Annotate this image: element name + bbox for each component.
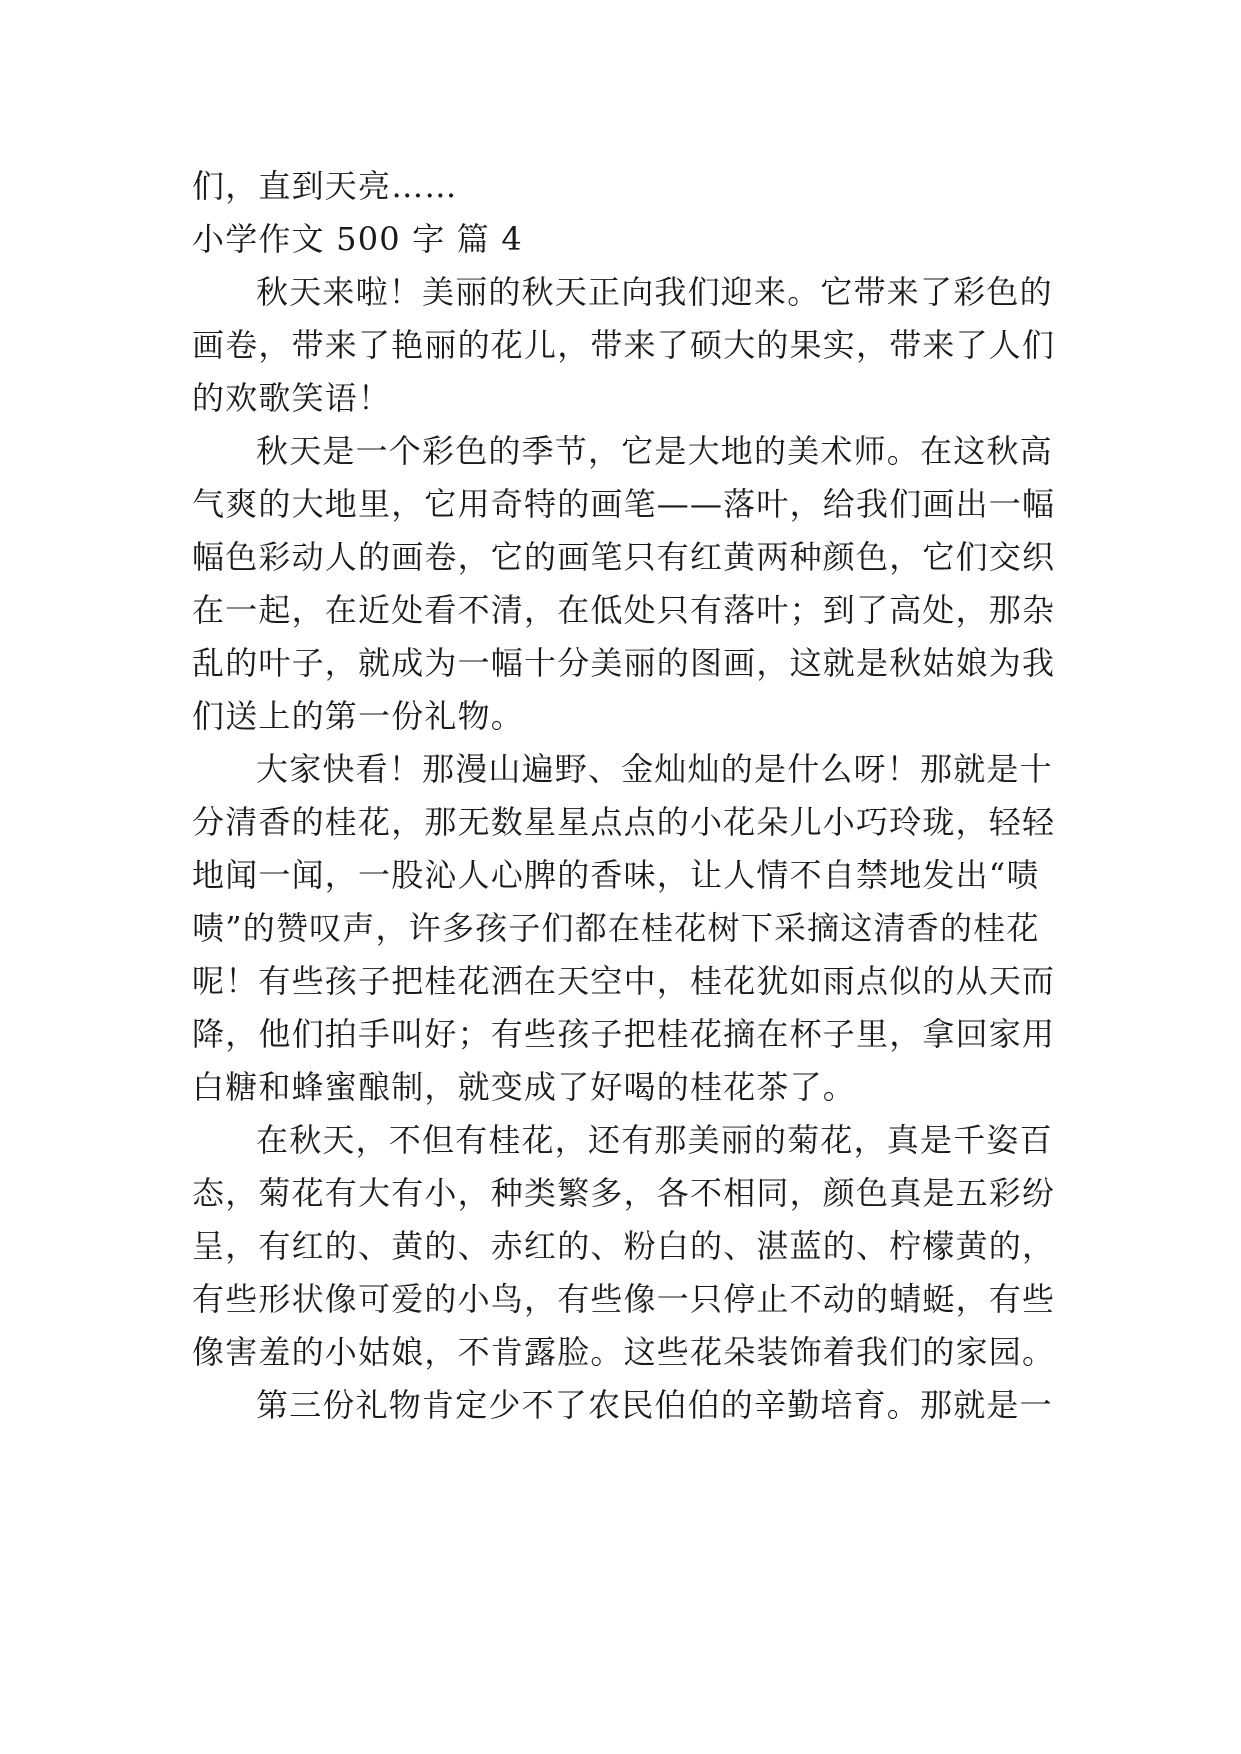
paragraph-3-line: 呢！有些孩子把桂花洒在天空中，桂花犹如雨点似的从天而 bbox=[192, 962, 1056, 1000]
paragraph-1-line: 画卷，带来了艳丽的花儿，带来了硕大的果实，带来了人们 bbox=[192, 326, 1056, 364]
paragraph-4-line: 像害羞的小姑娘，不肯露脸。这些花朵装饰着我们的家园。 bbox=[192, 1333, 1056, 1371]
text-line: 们，直到天亮…… bbox=[192, 167, 458, 205]
paragraph-2-line: 气爽的大地里，它用奇特的画笔——落叶，给我们画出一幅 bbox=[192, 485, 1056, 523]
paragraph-3-line: 地闻一闻，一股沁人心脾的香味，让人情不自禁地发出“啧 bbox=[192, 856, 1040, 894]
paragraph-1-line: 的欢歌笑语！ bbox=[192, 379, 392, 417]
paragraph-4-line: 态，菊花有大有小，种类繁多，各不相同，颜色真是五彩纷 bbox=[192, 1174, 1056, 1212]
paragraph-2-line: 乱的叶子，就成为一幅十分美丽的图画，这就是秋姑娘为我 bbox=[192, 644, 1056, 682]
paragraph-4-line: 有些形状像可爱的小鸟，有些像一只停止不动的蜻蜓，有些 bbox=[192, 1280, 1056, 1318]
paragraph-1-line: 秋天来啦！美丽的秋天正向我们迎来。它带来了彩色的 bbox=[256, 273, 1053, 311]
paragraph-3-line: 白糖和蜂蜜酿制，就变成了好喝的桂花茶了。 bbox=[192, 1068, 857, 1106]
paragraph-5-line: 第三份礼物肯定少不了农民伯伯的辛勤培育。那就是一 bbox=[256, 1386, 1053, 1424]
paragraph-3-line: 分清香的桂花，那无数星星点点的小花朵儿小巧玲珑，轻轻 bbox=[192, 803, 1056, 841]
paragraph-2-line: 们送上的第一份礼物。 bbox=[192, 697, 525, 735]
paragraph-4-line: 在秋天，不但有桂花，还有那美丽的菊花，真是千姿百 bbox=[256, 1121, 1053, 1159]
section-heading: 小学作文 500 字 篇 4 bbox=[192, 220, 523, 258]
paragraph-3-line: 啧”的赞叹声，许多孩子们都在桂花树下采摘这清香的桂花 bbox=[192, 909, 1040, 947]
paragraph-3-line: 降，他们拍手叫好；有些孩子把桂花摘在杯子里，拿回家用 bbox=[192, 1015, 1056, 1053]
paragraph-4-line: 呈，有红的、黄的、赤红的、粉白的、湛蓝的、柠檬黄的， bbox=[192, 1227, 1056, 1265]
paragraph-2-line: 秋天是一个彩色的季节，它是大地的美术师。在这秋高 bbox=[256, 432, 1053, 470]
paragraph-2-line: 幅色彩动人的画卷，它的画笔只有红黄两种颜色，它们交织 bbox=[192, 538, 1056, 576]
paragraph-3-line: 大家快看！那漫山遍野、金灿灿的是什么呀！那就是十 bbox=[256, 750, 1053, 788]
paragraph-2-line: 在一起，在近处看不清，在低处只有落叶；到了高处，那杂 bbox=[192, 591, 1056, 629]
